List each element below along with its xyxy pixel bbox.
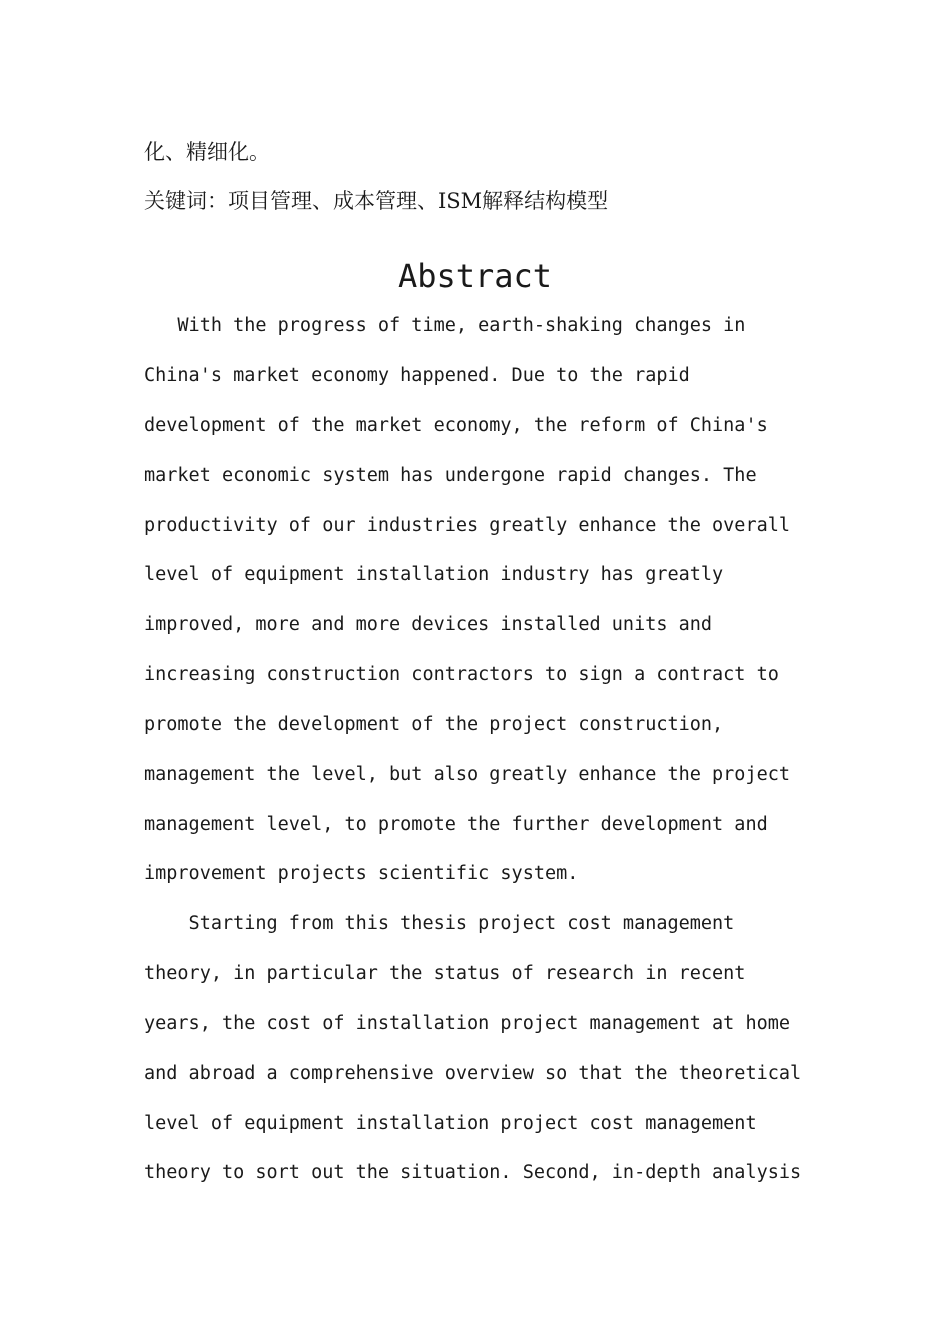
text-line: theory to sort out the situation. Second, in-depth analysis bbox=[144, 1162, 802, 1183]
text-line: and abroad a comprehensive overview so that the theoretical bbox=[144, 1063, 802, 1084]
text-line: development of the market economy, the reform of China's bbox=[144, 415, 768, 436]
text-line: Starting from this thesis project cost management bbox=[144, 913, 735, 934]
keywords-line: 关键词：项目管理、成本管理、ISM解释结构模型 bbox=[144, 189, 609, 213]
text-line: theory, in particular the status of research in recent bbox=[144, 963, 746, 984]
abstract-heading: Abstract bbox=[397, 257, 553, 295]
chinese-text-line: 化、精细化。 bbox=[144, 140, 270, 164]
text-line: improved, more and more devices installed units and bbox=[144, 614, 713, 635]
text-line: level of equipment installation industry has greatly bbox=[144, 564, 724, 585]
text-line: improvement projects scientific system. bbox=[144, 863, 579, 884]
text-line: increasing construction contractors to sign a contract to bbox=[144, 664, 779, 685]
text-line: With the progress of time, earth-shaking changes in bbox=[144, 315, 746, 336]
text-line: management level, to promote the further development and bbox=[144, 814, 768, 835]
text-line: level of equipment installation project cost management bbox=[144, 1113, 757, 1134]
text-line: promote the development of the project construction, bbox=[144, 714, 724, 735]
text-line: market economic system has undergone rapid changes. The bbox=[144, 465, 757, 486]
text-line: years, the cost of installation project management at home bbox=[144, 1013, 791, 1034]
text-line: management the level, but also greatly enhance the project bbox=[144, 764, 791, 785]
text-line: productivity of our industries greatly enhance the overall bbox=[144, 515, 791, 536]
text-line: China's market economy happened. Due to the rapid bbox=[144, 365, 690, 386]
